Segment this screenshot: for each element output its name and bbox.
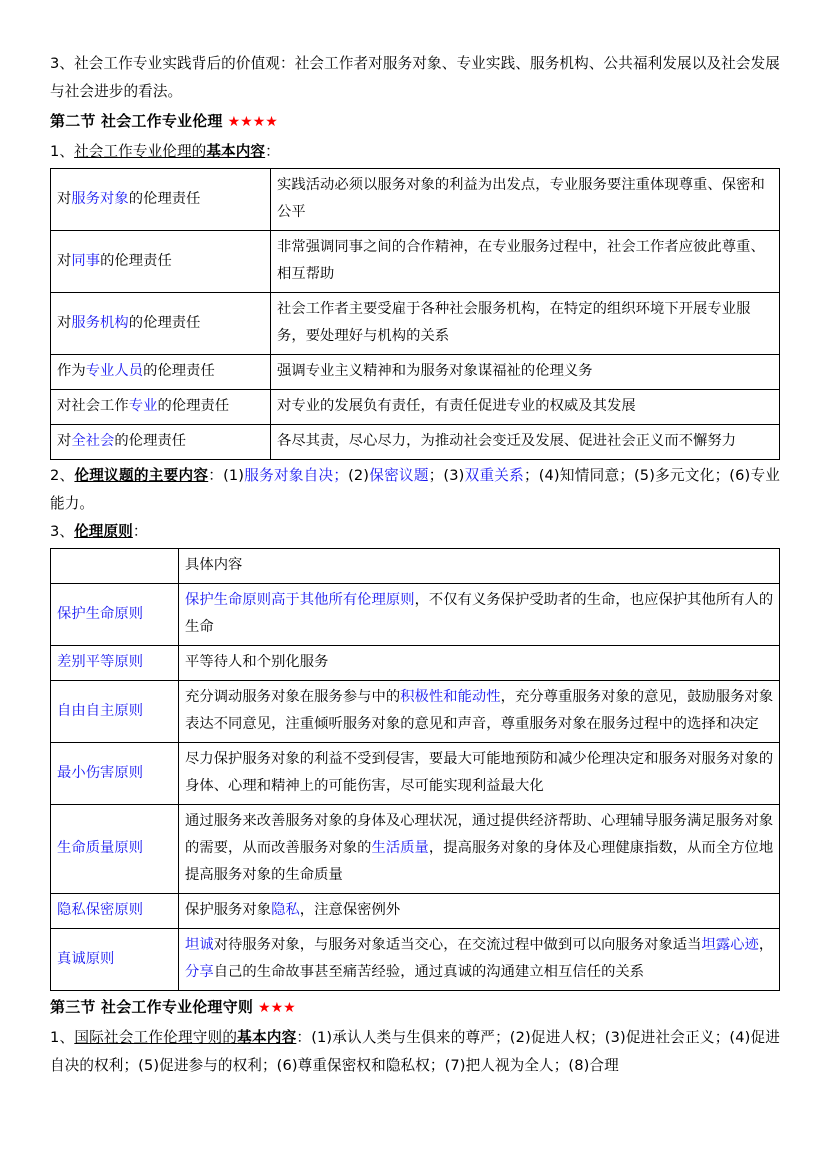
text-run-highlight: 隐私 [271,902,300,918]
text-run-plain: 的伦理责任 [128,314,201,331]
text-run-plain: 作为 [57,363,86,379]
text-run-plain: 实践活动必须以服务对象的利益为出发点，专业服务要注重体现尊重、保密和公平 [277,177,765,220]
item-4-paragraph [50,1024,780,1080]
text-run-highlight: 生命质量原则 [57,840,144,856]
table-row [51,646,780,681]
text-run-highlight: 真诚原则 [57,950,115,967]
text-run-highlight: 积极性和能动性 [400,689,501,705]
star-rating-icon: ★★★ [258,1000,296,1016]
text-run-highlight: 双重关系 [464,467,525,484]
text-run-highlight: 同事 [71,252,101,269]
cell-responsibility-detail [271,390,780,425]
table-row [51,584,780,646]
text-run-plain: 各尽其责，尽心尽力，为推动社会变迁及发展、促进社会正义而不懈努力 [277,433,737,449]
item-1-colon: ： [265,143,280,160]
table-row [51,805,780,894]
item-2-paragraph [50,462,780,518]
cell-principle-name [51,929,179,991]
cell-principle-detail [179,743,780,805]
text-run-highlight: 分享 [185,964,214,980]
text-run-plain: 的伦理责任 [157,398,230,414]
text-run-plain: 非常强调同事之间的合作精神，在专业服务过程中，社会工作者应彼此尊重、相互帮助 [277,239,765,282]
text-run-plain: ，提高服务对象的身体及心理健康指数，从而全方位地提高服务对象的生命质量 [185,840,774,883]
text-run-plain: 的伦理责任 [128,190,201,207]
text-run-highlight: 生活质量 [371,840,429,856]
item-1-bold: 基本内容 [206,143,266,160]
item-3-number: 3、 [50,523,75,540]
cell-responsibility-detail [271,293,780,355]
text-run-highlight: 差别平等原则 [57,654,144,670]
text-run-highlight: 隐私保密原则 [57,902,144,918]
cell-principle-name [51,584,179,646]
item-3-colon: ： [132,523,148,540]
text-run-plain: 对 [57,314,72,331]
text-run-plain: 的伦理责任 [114,433,187,449]
table-row [51,929,780,991]
item-4-bold: 基本内容 [237,1029,297,1046]
cell-responsibility-detail [271,425,780,460]
cell-principle-name [51,646,179,681]
item-3-heading [50,518,780,546]
text-run-plain: (1) [223,467,245,484]
cell-responsibility-name [51,293,271,355]
item-2-bold: 伦理议题的主要内容 [74,467,209,484]
cell-responsibility-name [51,390,271,425]
text-run-plain: ；(4)知情同意；(5)多元文化；(6)专业能力。 [50,467,780,512]
item-3-bold: 伦理原则 [74,523,133,540]
text-run-plain: 充分调动服务对象在服务参与中的 [185,689,401,705]
table-row [51,293,780,355]
table-row [51,425,780,460]
table-row [51,390,780,425]
text-run-plain: 对待服务对象，与服务对象适当交心，在交流过程中做到可以向服务对象适当 [213,937,702,953]
text-run-highlight: 专业人员 [85,363,144,379]
cell-responsibility-detail [271,231,780,293]
table-row [51,894,780,929]
text-run-plain: ，注意保密例外 [299,902,401,918]
item-1-underlined: 社会工作专业伦理的 [74,143,207,160]
text-run-highlight: 保密议题 [369,467,429,484]
cell-responsibility-detail [271,355,780,390]
cell-principle-name [51,681,179,743]
text-run-plain: 平等待人和个别化服务 [185,654,329,670]
cell-principle-detail [179,681,780,743]
table-row [51,231,780,293]
header-cell-detail: 具体内容 [179,549,780,584]
cell-principle-detail [179,584,780,646]
cell-responsibility-name [51,425,271,460]
text-run-plain: 强调专业主义精神和为服务对象谋福祉的伦理义务 [277,363,593,379]
cell-responsibility-name [51,169,271,231]
item-4-number: 1、 [50,1029,75,1046]
cell-principle-detail [179,646,780,681]
text-run-plain: 的伦理责任 [100,252,172,269]
header-cell-empty [51,549,179,584]
text-run-plain: (2) [348,467,370,484]
text-run-plain: 通过服务来改善服务对象的身体及心理状况，通过提供经济帮助、心理辅导服务满足服务对象的需要，从而改善服务对象的 [185,813,774,856]
cell-principle-detail [179,894,780,929]
section-heading-two-label: 第二节 社会工作专业伦理 [50,112,223,130]
item-4-underlined: 国际社会工作伦理守则的 [74,1029,238,1046]
cell-principle-detail [179,929,780,991]
text-run-plain: ，充分尊重服务对象的意见，鼓励服务对象表达不同意见，注重倾听服务对象的意见和声音，尊重服务对象在服务过程中的选择和决定 [185,689,774,732]
item-2-number: 2、 [50,467,75,484]
text-run-highlight: 全社会 [71,433,115,449]
text-run-highlight: 坦诚 [185,937,214,953]
text-run-highlight: 坦露心迹 [701,937,759,953]
text-run-highlight: 服务对象 [71,190,129,207]
cell-responsibility-detail [271,169,780,231]
cell-principle-name [51,743,179,805]
table-principles-body [51,549,780,991]
cell-responsibility-name [51,355,271,390]
table-row [51,681,780,743]
item-1-number: 1、 [50,143,75,160]
cell-responsibility-name [51,231,271,293]
text-run-highlight: 服务机构 [71,314,129,331]
section-heading-three-label: 第三节 社会工作专业伦理守则 [50,998,254,1016]
table-ethical-principles [50,548,780,991]
text-run-plain: 对专业的发展负有责任，有责任促进专业的权威及其发展 [277,398,636,414]
text-run-highlight: ； [333,467,349,484]
section-heading-three [50,993,780,1023]
text-run-plain: ，不仅有义务保护受助者的生命，也应保护其他所有人的生命 [185,592,774,635]
table-row [51,169,780,231]
text-run-plain: 对 [57,433,72,449]
cell-principle-name [51,805,179,894]
table-row [51,355,780,390]
intro-paragraph [50,50,780,106]
text-run-plain: 对 [57,252,72,269]
text-run-highlight: 最小伤害原则 [57,764,144,781]
text-run-plain: 对社会工作 [57,398,129,414]
text-run-plain: ；(3) [428,467,465,484]
cell-principle-detail [179,805,780,894]
table-header-row [51,549,780,584]
table-row [51,743,780,805]
text-run-plain: 的伦理责任 [143,363,215,379]
text-run-highlight: 服务对象自决 [244,467,334,484]
item-1-heading [50,138,780,166]
section-heading-two [50,107,780,137]
text-run-highlight: 保护生命原则 [57,605,144,622]
text-run-plain: 自己的生命故事甚至痛苦经验，通过真诚的沟通建立相互信任的关系 [213,964,645,980]
text-run-highlight: 保护生命原则高于其他所有伦理原则 [185,592,415,608]
star-rating-icon: ★★★★ [227,114,278,130]
text-run-plain: 保护服务对象 [185,902,272,918]
text-run-plain: 对 [57,190,72,207]
intro-paragraph-text: 3、社会工作专业实践背后的价值观：社会工作者对服务对象、专业实践、服务机构、公共福利发展以及社会发展与社会进步的看法。 [50,55,780,100]
text-run-highlight: 专业 [128,398,158,414]
item-2-colon: ： [208,467,224,484]
text-run-plain: 尽力保护服务对象的利益不受到侵害，要最大可能地预防和减少伦理决定和服务对服务对象的身体、心理和精神上的可能伤害，尽可能实现利益最大化 [185,751,774,794]
cell-principle-name [51,894,179,929]
item-4-colon: ： [296,1029,312,1046]
item-4-body: (1)承认人类与生俱来的尊严；(2)促进人权；(3)促进社会正义；(4)促进自决的权利；(5)促进参与的权利；(6)尊重保密权和隐私权；(7)把人视为全人；(8)合理 [50,1029,780,1074]
table-ethics-content [50,168,780,460]
text-run-plain: 社会工作者主要受雇于各种社会服务机构，在特定的组织环境下开展专业服务，要处理好与机构的关系 [277,301,751,344]
text-run-highlight: 自由自主原则 [57,702,144,719]
table-ethics-body [51,169,780,460]
text-run-plain: ， [758,937,774,953]
